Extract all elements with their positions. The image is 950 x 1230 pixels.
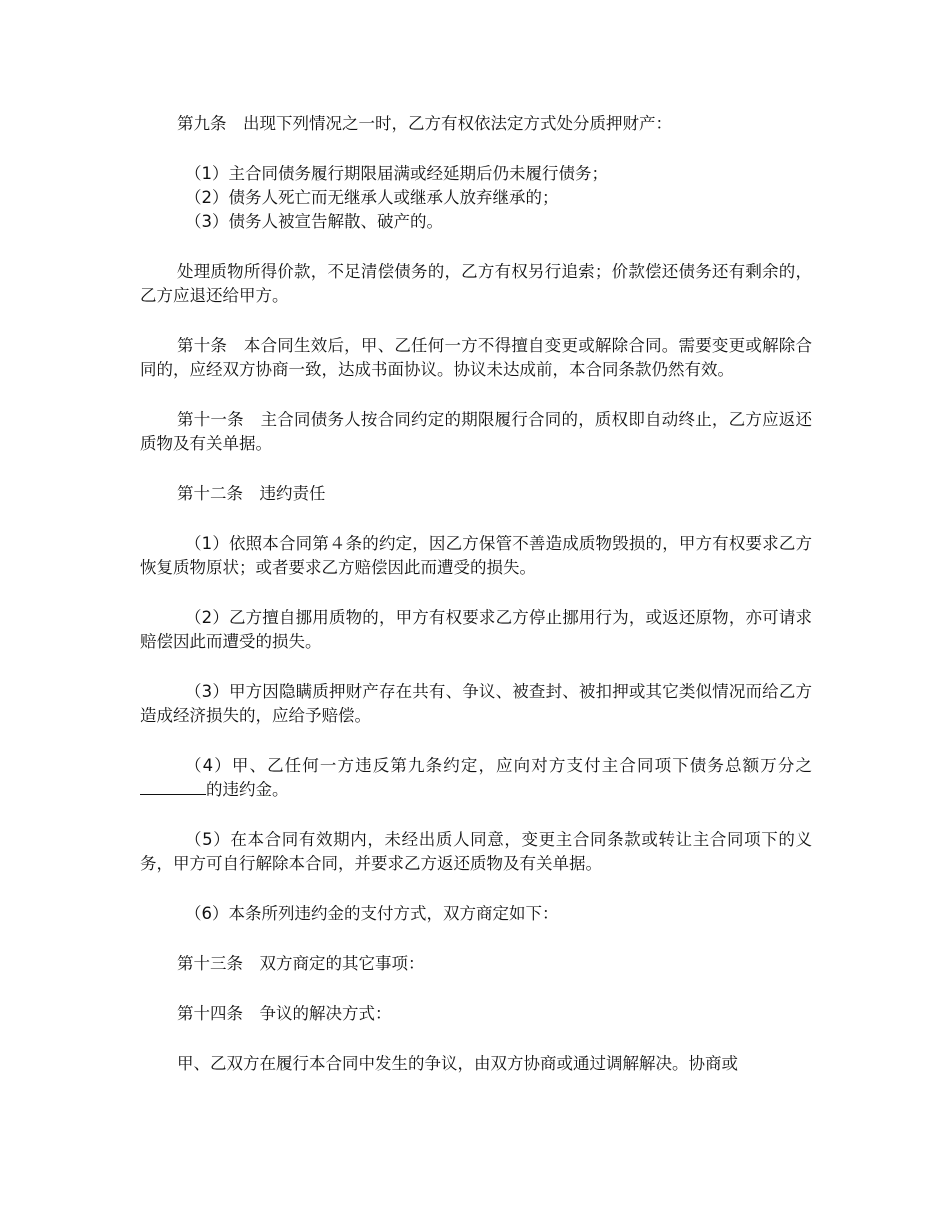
article-13-heading: 第十三条 xyxy=(177,954,243,973)
article-12-item-6: （6）本条所列违约金的支付方式，双方商定如下： xyxy=(185,904,559,923)
article-14-text: 争议的解决方式： xyxy=(259,1004,392,1023)
article-11-heading: 第十一条 xyxy=(177,410,244,429)
article-14 xyxy=(140,1002,812,1026)
article-9-text: 出现下列情况之一时，乙方有权依法定方式处分质押财产： xyxy=(243,114,672,133)
article-12-text: 违约责任 xyxy=(259,484,326,503)
document-body xyxy=(140,112,812,1076)
article-12-item-3: （3）甲方因隐瞒质押财产存在共有、争议、被查封、被扣押或其它类似情况而给乙方造成经济损失的，应给予赔偿。 xyxy=(140,682,812,725)
article-12-item-1: （1）依照本合同第４条的约定，因乙方保管不善造成质物毁损的，甲方有权要求乙方恢复质物原状；或者要求乙方赔偿因此而遭受的损失。 xyxy=(140,534,812,577)
article-12 xyxy=(140,482,812,506)
article-9-item-1: （1）主合同债务履行期限届满或经延期后仍未履行债务； xyxy=(185,164,608,183)
article-9-heading: 第九条 xyxy=(177,114,227,133)
article-11 xyxy=(140,408,812,456)
article-11-text: 主合同债务人按合同约定的期限履行合同的，质权即自动终止，乙方应返还质物及有关单据。 xyxy=(140,410,813,453)
article-12-item-4-after: 的违约金。 xyxy=(206,780,289,799)
article-12-item-4-before: （4）甲、乙任何一方违反第九条约定，应向对方支付主合同项下债务总额万分之 xyxy=(185,756,812,775)
article-10 xyxy=(140,334,812,382)
article-9-after: 处理质物所得价款，不足清偿债务的，乙方有权另行追索；价款偿还债务还有剩余的，乙方应退还给甲方。 xyxy=(140,262,812,305)
article-9 xyxy=(140,112,812,136)
article-12-heading: 第十二条 xyxy=(177,484,243,503)
article-13-text: 双方商定的其它事项： xyxy=(259,954,425,973)
article-10-heading: 第十条 xyxy=(177,336,228,355)
article-9-list xyxy=(140,162,812,234)
article-9-item-3: （3）债务人被宣告解散、破产的。 xyxy=(185,212,443,231)
fill-in-blank xyxy=(140,779,206,795)
article-10-text: 本合同生效后，甲、乙任何一方不得擅自变更或解除合同。需要变更或解除合同的，应经双方协商一致，达成书面协议。协议未达成前，本合同条款仍然有效。 xyxy=(140,336,813,379)
article-14-after: 甲、乙双方在履行本合同中发生的争议，由双方协商或通过调解解决。协商或 xyxy=(177,1054,738,1073)
article-12-item-5: （5）在本合同有效期内，未经出质人同意，变更主合同条款或转让主合同项下的义务，甲方可自行解除本合同，并要求乙方返还质物及有关单据。 xyxy=(140,830,812,873)
article-9-item-2: （2）债务人死亡而无继承人或继承人放弃继承的； xyxy=(185,188,559,207)
article-13 xyxy=(140,952,812,976)
article-14-heading: 第十四条 xyxy=(177,1004,243,1023)
article-12-item-4 xyxy=(140,754,812,802)
article-12-item-2: （2）乙方擅自挪用质物的，甲方有权要求乙方停止挪用行为，或返还原物，亦可请求赔偿因此而遭受的损失。 xyxy=(140,608,812,651)
